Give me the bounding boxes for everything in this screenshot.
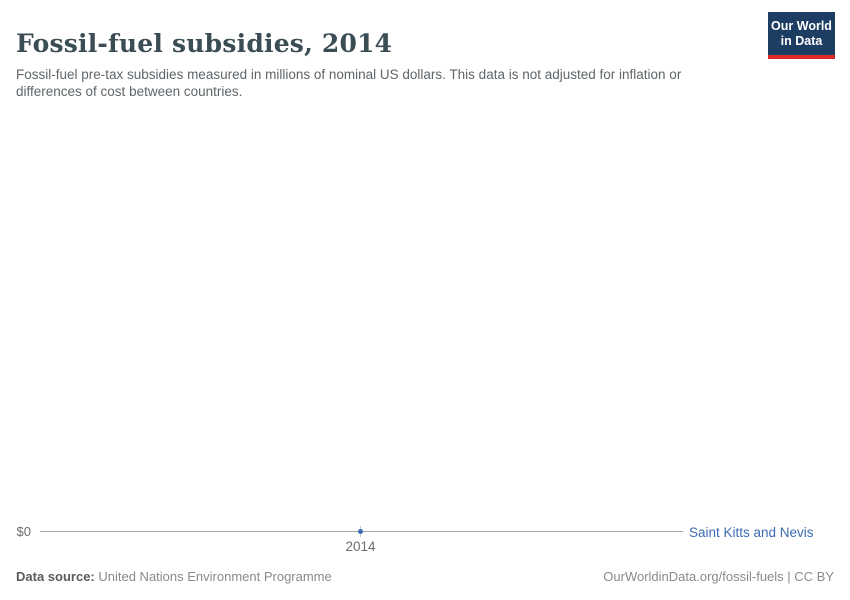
x-axis-tick-label-2014: 2014 [345,539,376,554]
footer-credit-link[interactable]: OurWorldinData.org/fossil-fuels | CC BY [603,569,834,584]
owid-logo-text-line2: in Data [780,34,823,48]
footer-data-source [16,569,332,584]
owid-logo[interactable] [768,12,835,59]
data-point-2014[interactable] [358,529,363,534]
data-source-value: United Nations Environment Programme [94,569,332,584]
chart-subtitle: Fossil-fuel pre-tax subsidies measured in millions of nominal US dollars. This data is not adjusted for inflation or differences of cost between countries. [16,66,682,99]
page-title: Fossil-fuel subsidies, 2014 [16,28,393,58]
series-label-saint-kitts-and-nevis[interactable]: Saint Kitts and Nevis [689,525,814,540]
owid-logo-text-line1: Our World [771,19,832,33]
data-source-label: Data source: [16,569,95,584]
y-axis-zero-tick-label: $0 [16,524,31,539]
